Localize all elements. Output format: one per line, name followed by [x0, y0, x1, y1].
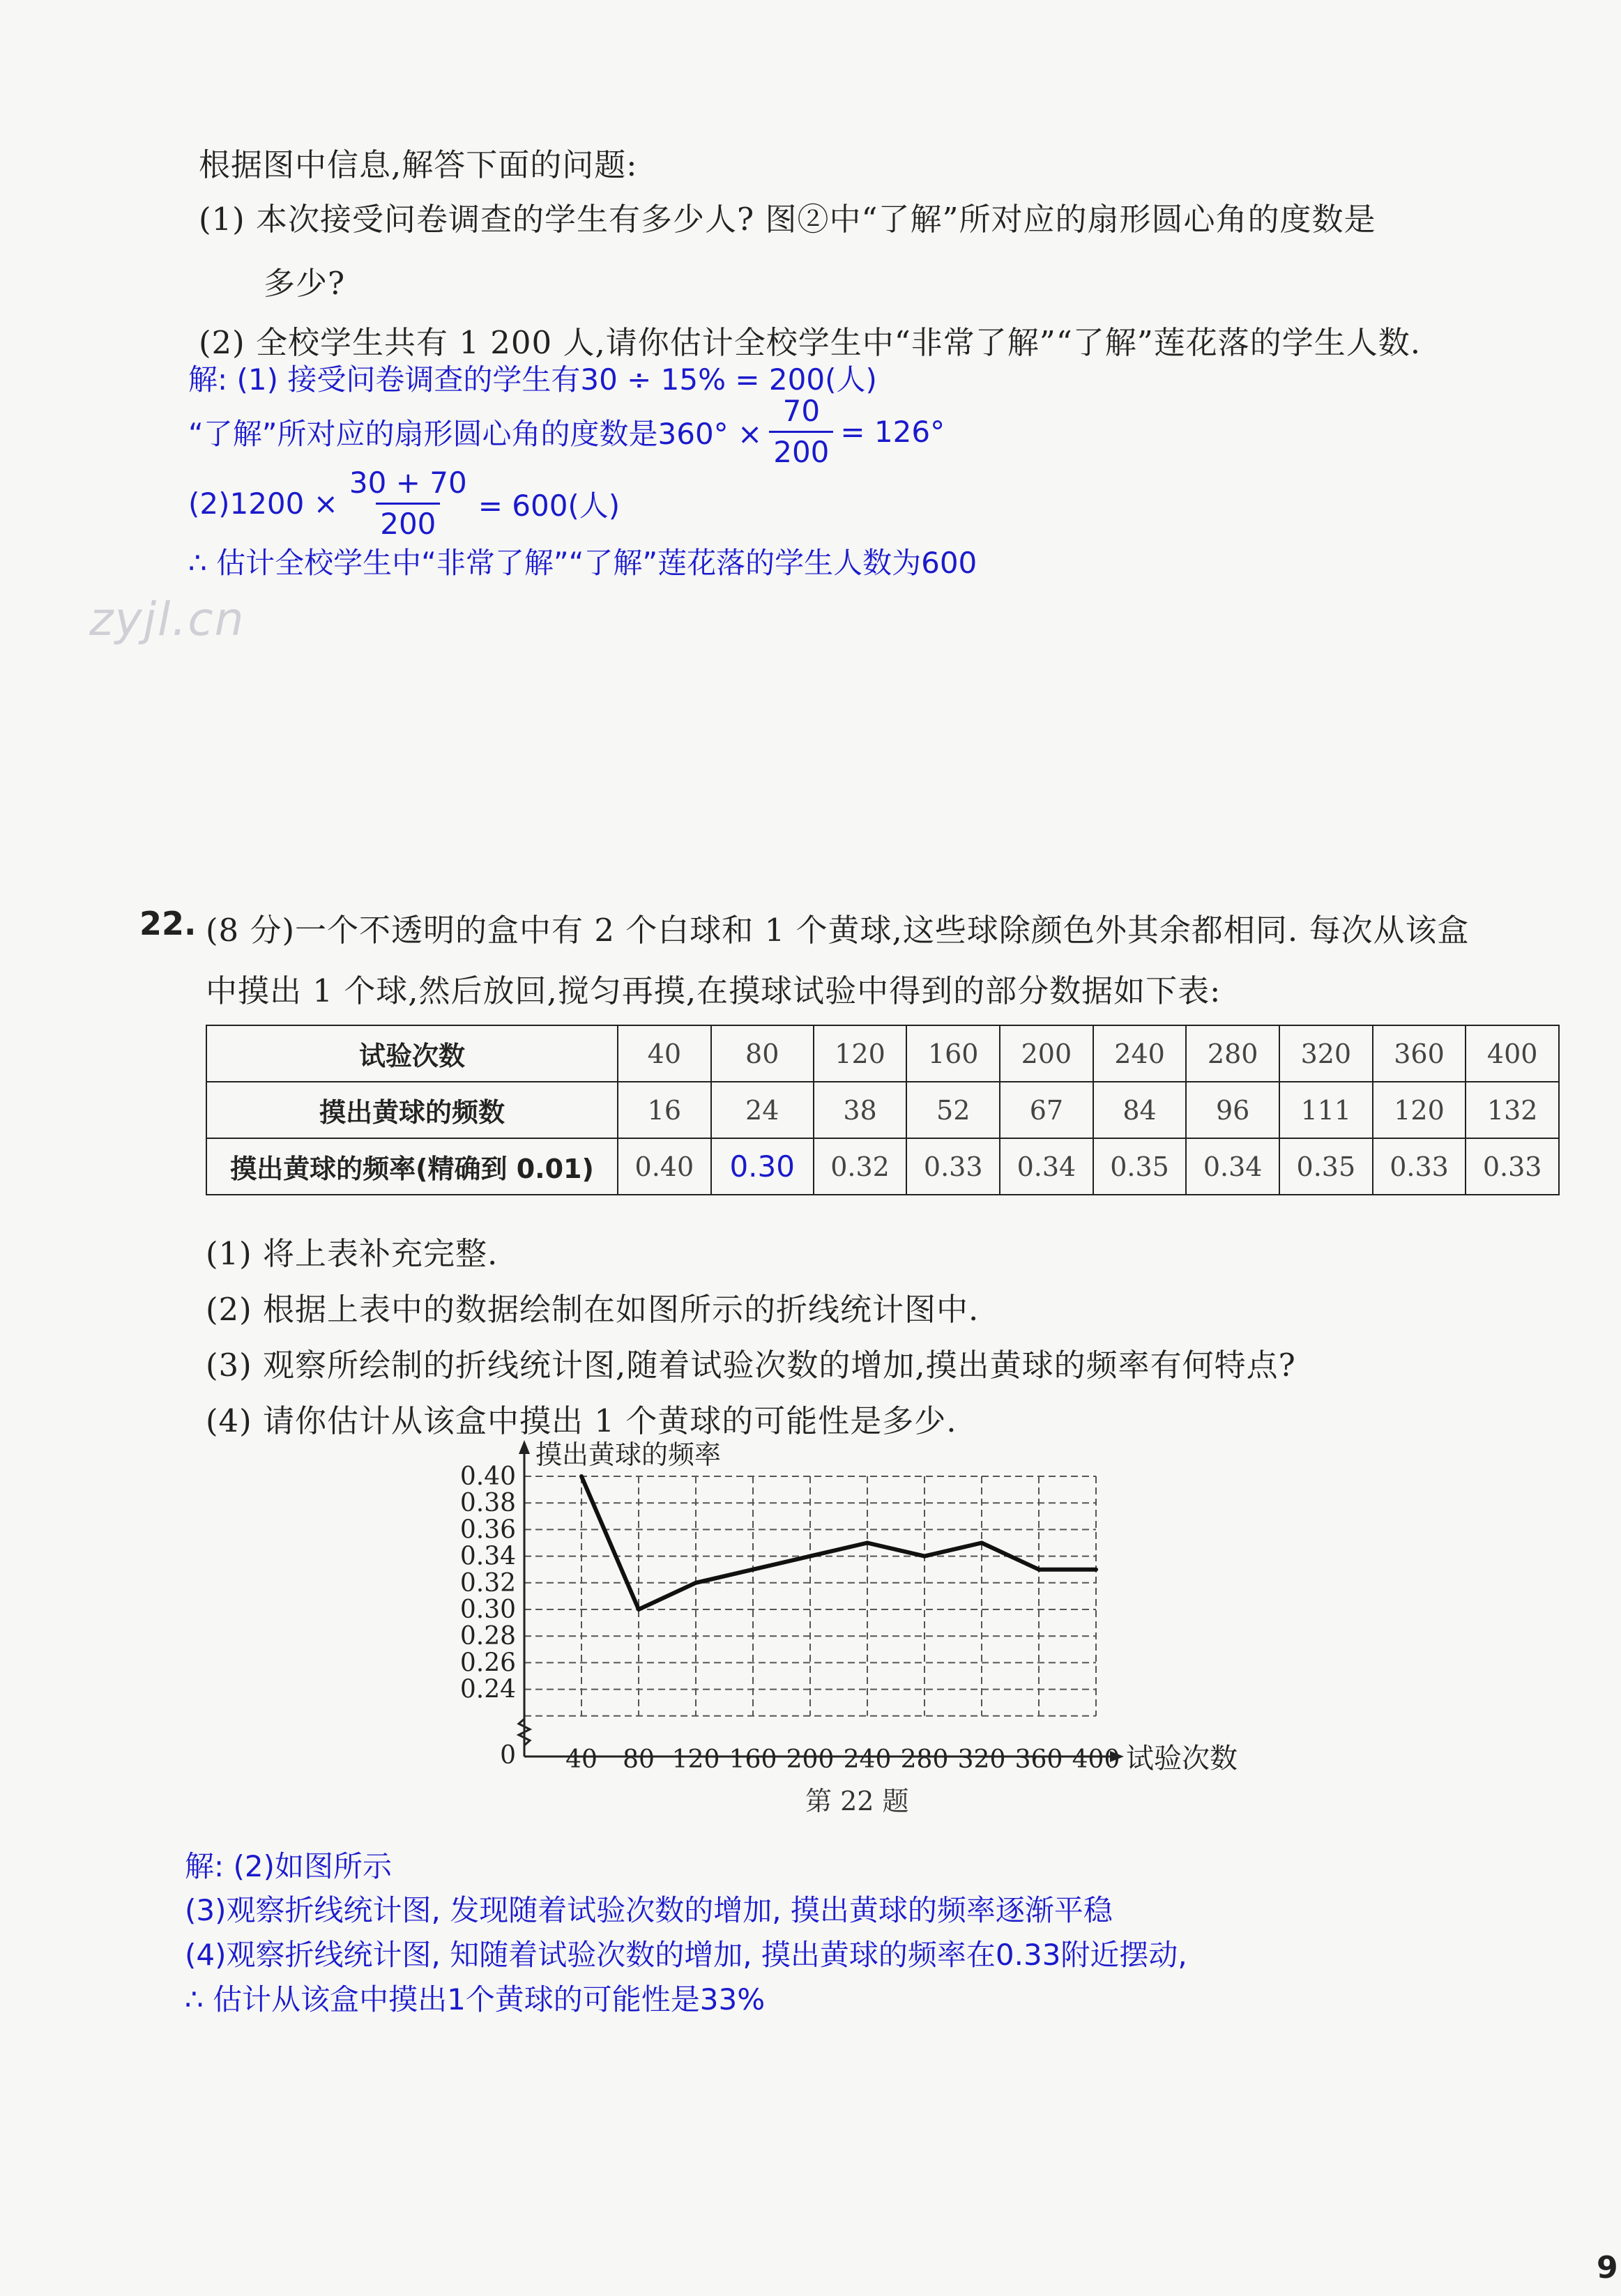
- table-cell: 40: [618, 1025, 711, 1082]
- table-cell: 360: [1373, 1025, 1466, 1082]
- row-label-trials: 试验次数: [206, 1025, 618, 1082]
- table-cell: 80: [711, 1025, 814, 1082]
- table-cell: 160: [906, 1025, 1000, 1082]
- table-cell: 200: [1000, 1025, 1093, 1082]
- table-cell: 0.32: [814, 1138, 907, 1195]
- q22-sub1: (1) 将上表补充完整.: [206, 1235, 499, 1272]
- q21-answer-2-prefix: “了解”所对应的扇形圆心角的度数是360° ×: [188, 416, 763, 451]
- q21-answer-3-suffix: = 600(人): [478, 488, 621, 523]
- figure-caption: 第 22 题: [805, 1786, 909, 1816]
- y-tick-label: 0.38: [459, 1489, 516, 1518]
- q21-answer-2-suffix: = 126°: [840, 415, 945, 449]
- page-number: 9: [1597, 2250, 1618, 2286]
- data-point: [751, 1568, 755, 1572]
- q22-answer-1: 解: (2)如图所示: [185, 1849, 392, 1883]
- fraction-denominator: 200: [376, 503, 440, 544]
- data-point: [1094, 1568, 1098, 1572]
- intro-text: 根据图中信息,解答下面的问题:: [199, 146, 638, 183]
- data-point: [922, 1554, 927, 1559]
- frequency-line-chart: [418, 1436, 1297, 1770]
- table-cell: 0.34: [1186, 1138, 1279, 1195]
- y-tick-label-zero: 0: [500, 1741, 516, 1770]
- table-cell: 320: [1279, 1025, 1373, 1082]
- y-tick-label: 0.26: [459, 1648, 516, 1678]
- table-cell: 0.35: [1279, 1138, 1373, 1195]
- chart-grid: [524, 1476, 1096, 1716]
- table-cell: 132: [1466, 1082, 1559, 1138]
- table-row-counts: [206, 1082, 1559, 1138]
- x-tick-label: 200: [786, 1745, 835, 1770]
- q21-part2: (2) 全校学生共有 1 200 人,请你估计全校学生中“非常了解”“了解”莲花落的学生人数.: [199, 324, 1422, 361]
- x-tick-label: 280: [900, 1745, 949, 1770]
- trial-data-table: [206, 1025, 1560, 1195]
- data-point: [808, 1554, 812, 1559]
- y-tick-label: 0.24: [459, 1675, 516, 1704]
- q21-part1-line2: 多少?: [264, 265, 346, 302]
- q21-answer-1: 解: (1) 接受问卷调查的学生有30 ÷ 15% = 200(人): [188, 362, 877, 397]
- table-row-trials: [206, 1025, 1559, 1082]
- table-cell: 0.33: [1373, 1138, 1466, 1195]
- table-cell: 52: [906, 1082, 1000, 1138]
- x-axis-label: 试验次数: [1126, 1743, 1238, 1770]
- row-label-counts: 摸出黄球的频数: [206, 1082, 618, 1138]
- data-point: [980, 1541, 984, 1545]
- q21-answer-3-prefix: (2)1200 ×: [188, 487, 338, 521]
- chart-series: [579, 1474, 1098, 1612]
- q21-answer-2: [188, 392, 945, 472]
- data-point: [694, 1581, 698, 1585]
- watermark: zyjl.cn: [89, 592, 245, 646]
- q22-answer-3: (4)观察折线统计图, 知随着试验次数的增加, 摸出黄球的频率在0.33附近摆动,: [185, 1938, 1187, 1972]
- fraction-numerator: 30 + 70: [349, 466, 467, 500]
- y-tick-label: 0.34: [459, 1542, 516, 1571]
- data-point: [865, 1541, 869, 1545]
- series-line: [581, 1476, 1096, 1609]
- table-cell: 84: [1093, 1082, 1187, 1138]
- q22-sub3: (3) 观察所绘制的折线统计图,随着试验次数的增加,摸出黄球的频率有何特点?: [206, 1347, 1296, 1384]
- table-row-freqs: [206, 1138, 1559, 1195]
- q22-number: 22.: [139, 905, 197, 942]
- data-point: [637, 1607, 641, 1612]
- table-cell: 0.35: [1093, 1138, 1187, 1195]
- x-tick-label: 120: [671, 1745, 720, 1770]
- q22-answer-2: (3)观察折线统计图, 发现随着试验次数的增加, 摸出黄球的频率逐渐平稳: [185, 1893, 1113, 1927]
- data-point: [579, 1474, 584, 1478]
- data-point: [1037, 1568, 1041, 1572]
- x-tick-label: 40: [565, 1745, 598, 1770]
- table-cell: 0.40: [618, 1138, 711, 1195]
- table-cell: 67: [1000, 1082, 1093, 1138]
- table-cell: 280: [1186, 1025, 1279, 1082]
- table-cell: 240: [1093, 1025, 1187, 1082]
- table-cell: 0.33: [906, 1138, 1000, 1195]
- fraction-numerator: 70: [782, 394, 821, 428]
- q22-sub4: (4) 请你估计从该盒中摸出 1 个黄球的可能性是多少.: [206, 1402, 957, 1439]
- table-cell: 24: [711, 1082, 814, 1138]
- table-cell: 96: [1186, 1082, 1279, 1138]
- table-cell: 400: [1466, 1025, 1559, 1082]
- y-tick-label: 0.30: [459, 1595, 516, 1624]
- x-tick-labels: [565, 1745, 1120, 1770]
- y-tick-label: 0.36: [459, 1515, 516, 1545]
- x-tick-label: 160: [729, 1745, 777, 1770]
- q21-answer-2-fraction: [769, 392, 833, 472]
- table-cell: 120: [814, 1025, 907, 1082]
- q21-answer-4: ∴ 估计全校学生中“非常了解”“了解”莲花落的学生人数为600: [188, 546, 977, 580]
- fraction-denominator: 200: [769, 431, 833, 472]
- q22-sub2: (2) 根据上表中的数据绘制在如图所示的折线统计图中.: [206, 1291, 980, 1328]
- q22-stem-line1: (8 分)一个不透明的盒中有 2 个白球和 1 个黄球,这些球除颜色外其余都相同. 每次从该盒: [206, 912, 1470, 949]
- table-cell-filled-answer: 0.30: [711, 1138, 814, 1195]
- y-axis-arrow: [519, 1440, 530, 1454]
- row-label-freqs: 摸出黄球的频率(精确到 0.01): [206, 1138, 618, 1195]
- chart-axes: [519, 1439, 1238, 1770]
- x-tick-label: 360: [1014, 1745, 1063, 1770]
- table-cell: 120: [1373, 1082, 1466, 1138]
- y-axis-label: 摸出黄球的频率: [535, 1439, 722, 1470]
- x-tick-label: 320: [957, 1745, 1006, 1770]
- q21-answer-3-fraction: [345, 464, 471, 544]
- x-tick-label: 80: [623, 1745, 655, 1770]
- y-tick-label: 0.28: [459, 1622, 516, 1651]
- table-cell: 38: [814, 1082, 907, 1138]
- x-tick-label: 240: [843, 1745, 892, 1770]
- table-cell: 16: [618, 1082, 711, 1138]
- q21-answer-3: [188, 464, 620, 544]
- y-tick-labels: [460, 1462, 516, 1770]
- x-tick-label: 400: [1072, 1745, 1120, 1770]
- table-cell: 0.34: [1000, 1138, 1093, 1195]
- table-cell: 111: [1279, 1082, 1373, 1138]
- table-cell: 0.33: [1466, 1138, 1559, 1195]
- q22-answer-4: ∴ 估计从该盒中摸出1个黄球的可能性是33%: [185, 1982, 766, 2016]
- q21-part1-line1: (1) 本次接受问卷调查的学生有多少人? 图②中“了解”所对应的扇形圆心角的度数是: [199, 201, 1376, 238]
- y-tick-label: 0.40: [459, 1462, 516, 1491]
- q22-stem-line2: 中摸出 1 个球,然后放回,搅匀再摸,在摸球试验中得到的部分数据如下表:: [206, 972, 1222, 1009]
- y-tick-label: 0.32: [459, 1568, 516, 1598]
